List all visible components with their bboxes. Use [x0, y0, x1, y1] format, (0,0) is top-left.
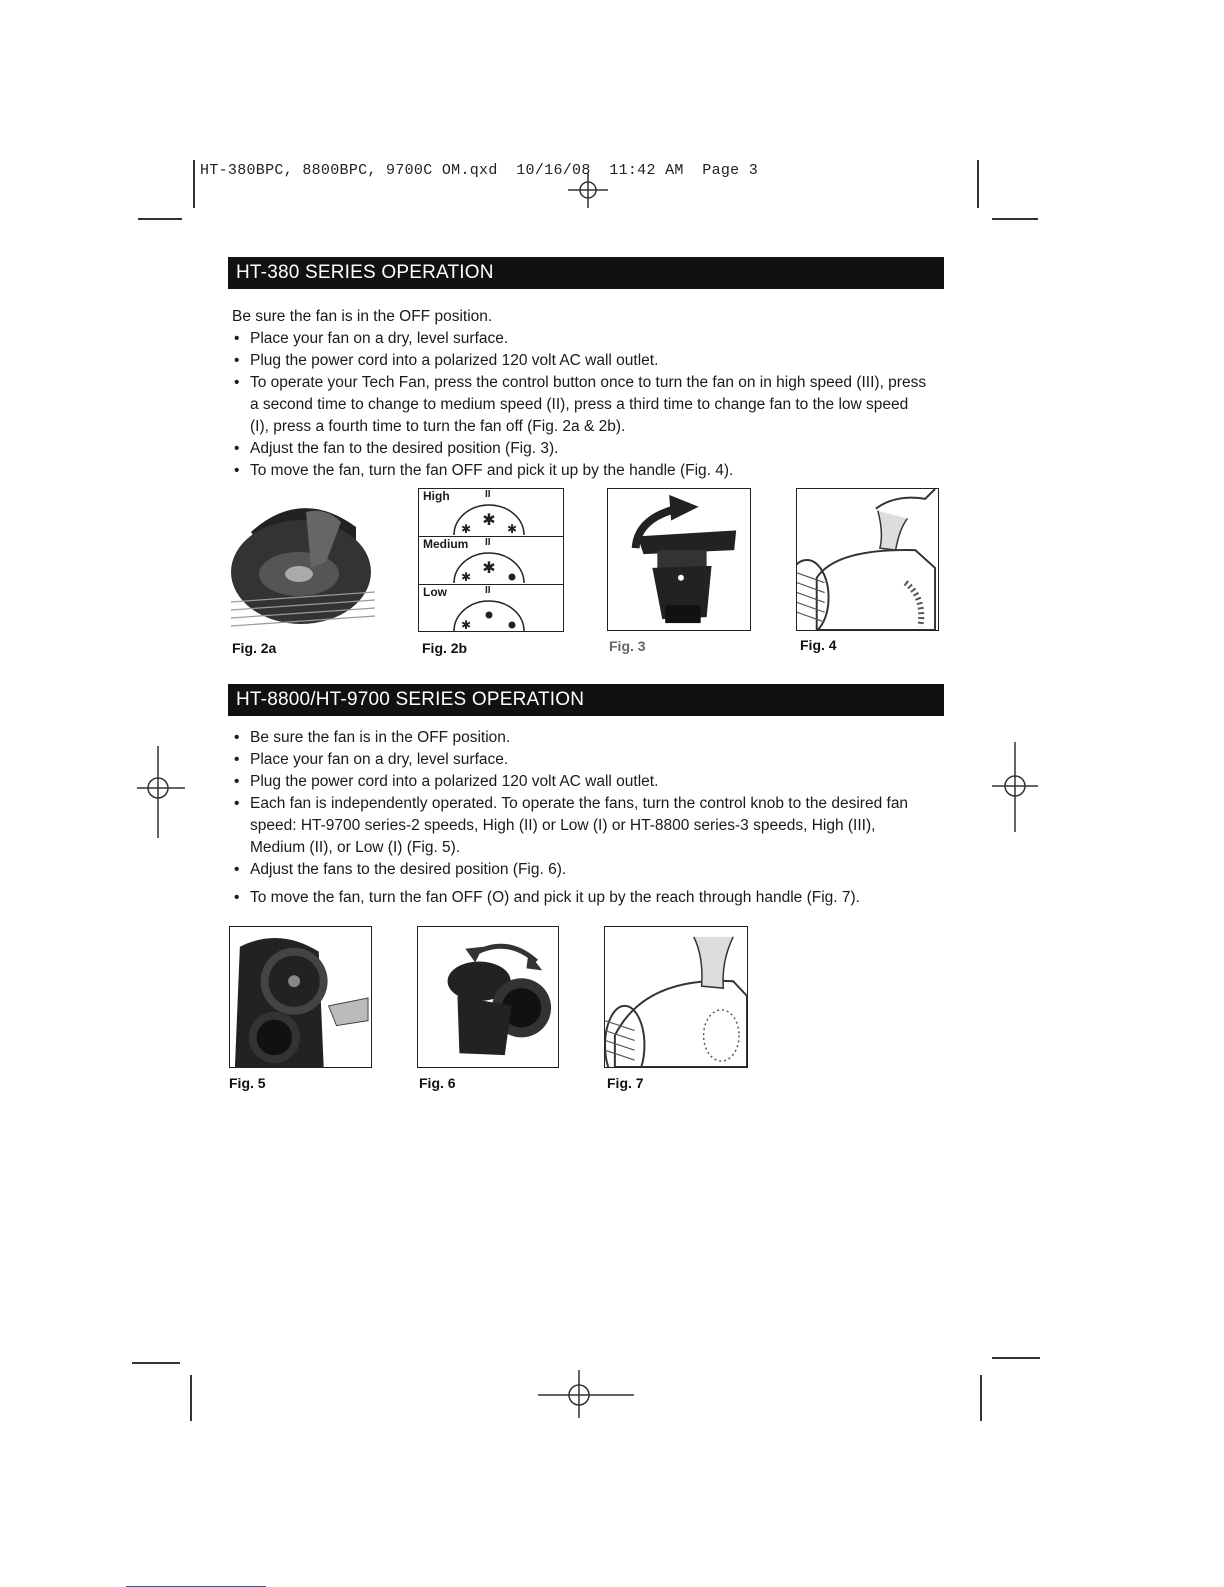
speed-label-medium: Medium: [423, 537, 469, 551]
speed-panel-high: [419, 489, 563, 537]
figure-caption: Fig. 5: [229, 1075, 266, 1091]
figure-caption: Fig. 3: [609, 638, 646, 654]
figure-caption: Fig. 4: [800, 637, 837, 653]
list-item: • Adjust the fan to the desired position (Fig. 3).: [230, 438, 930, 460]
section1-bullet-list: [230, 328, 930, 482]
list-item: • To move the fan, turn the fan OFF and pick it up by the handle (Fig. 4).: [230, 460, 930, 482]
figure-4-carry-photo: [796, 488, 939, 631]
list-item: • Place your fan on a dry, level surface.: [230, 328, 930, 350]
crop-mark-top-right: [977, 160, 979, 208]
section-title-ht8800-ht9700: HT-8800/HT-9700 SERIES OPERATION: [228, 684, 944, 716]
figure-caption: Fig. 7: [607, 1075, 644, 1091]
figure-3-tilt-photo: [607, 488, 751, 631]
speed-mark: II: [485, 537, 491, 548]
speed-mark: II: [485, 585, 491, 596]
figure-caption: Fig. 6: [419, 1075, 456, 1091]
list-item: • Plug the power cord into a polarized 120 volt AC wall outlet.: [230, 771, 920, 793]
figure-6-adjust-photo: [417, 926, 559, 1068]
speed-panel-low: [419, 585, 563, 632]
crop-mark-bottom-left-h: [132, 1362, 180, 1364]
file-slug-line: HT-380BPC, 8800BPC, 9700C OM.qxd 10/16/08 11:42 AM Page 3: [200, 162, 759, 179]
svg-text:✱: ✱: [460, 522, 472, 536]
list-item: • Each fan is independently operated. To operate the fans, turn the control knob to the desired fan speed: HT-9700 series-2 speeds, High (II) or Low (I) or HT-8800 series-3 speeds, High (III), Medium (II), or Low (I) (Fig. 5).: [230, 793, 920, 859]
registration-mark-right-icon: [990, 740, 1040, 835]
svg-text:✱: ✱: [460, 570, 472, 584]
crop-mark-top-right-h: [992, 218, 1038, 220]
list-item: • Be sure the fan is in the OFF position.: [230, 727, 920, 749]
speed-dial-high-icon: [444, 499, 534, 537]
section1-intro: Be sure the fan is in the OFF position.: [232, 308, 493, 325]
figure-caption: Fig. 2a: [232, 640, 277, 656]
figure-7-carry-photo: [604, 926, 748, 1068]
section-title-ht380: HT-380 SERIES OPERATION: [228, 257, 944, 289]
list-item: • To operate your Tech Fan, press the control button once to turn the fan on in high speed (III), press a second time to change to medium speed (II), press a third time to change fan to the low speed (I), press a fourth time to turn the fan off (Fig. 2a & 2b).: [230, 372, 930, 438]
crop-mark-bottom-right: [980, 1375, 982, 1421]
section2-bullet-list: [230, 727, 920, 909]
svg-text:✱: ✱: [482, 558, 496, 577]
list-item: • Adjust the fans to the desired position (Fig. 6).: [230, 859, 920, 881]
crop-mark-top-left: [193, 160, 195, 208]
registration-mark-left-icon: [137, 740, 187, 840]
speed-dial-medium-icon: [444, 547, 534, 585]
crop-mark-top-left-h: [138, 218, 182, 220]
fan-reach-through-handle-illustration: [605, 927, 747, 1067]
fan-control-button-illustration: [231, 492, 375, 632]
crop-mark-bottom-right-h: [992, 1357, 1040, 1359]
registration-mark-bottom-icon: [536, 1368, 636, 1420]
figure-caption: Fig. 2b: [422, 640, 468, 656]
fan-handle-carry-illustration: [797, 489, 938, 630]
registration-mark-top-icon: [568, 170, 608, 210]
list-item: • Plug the power cord into a polarized 120 volt AC wall outlet.: [230, 350, 930, 372]
svg-text:✱: ✱: [460, 618, 472, 632]
speed-panel-medium: [419, 537, 563, 585]
speed-label-high: High: [423, 489, 450, 503]
figure-2b-speed-diagram: [418, 488, 564, 632]
list-item: • To move the fan, turn the fan OFF (O) and pick it up by the reach through handle (Fig. 7).: [230, 887, 920, 909]
dual-fan-knob-illustration: [230, 927, 371, 1067]
speed-label-low: Low: [423, 585, 447, 599]
fan-tilt-illustration: [608, 489, 750, 630]
svg-text:✱: ✱: [482, 510, 496, 529]
fan-adjust-illustration: [418, 927, 558, 1067]
figure-5-control-knob-photo: [229, 926, 372, 1068]
figure-2a-photo: [231, 492, 375, 632]
speed-mark: II: [485, 489, 491, 500]
crop-mark-bottom-left: [190, 1375, 192, 1421]
speed-dial-low-icon: [444, 595, 534, 632]
list-item: • Place your fan on a dry, level surface.: [230, 749, 920, 771]
svg-text:✱: ✱: [506, 522, 518, 536]
